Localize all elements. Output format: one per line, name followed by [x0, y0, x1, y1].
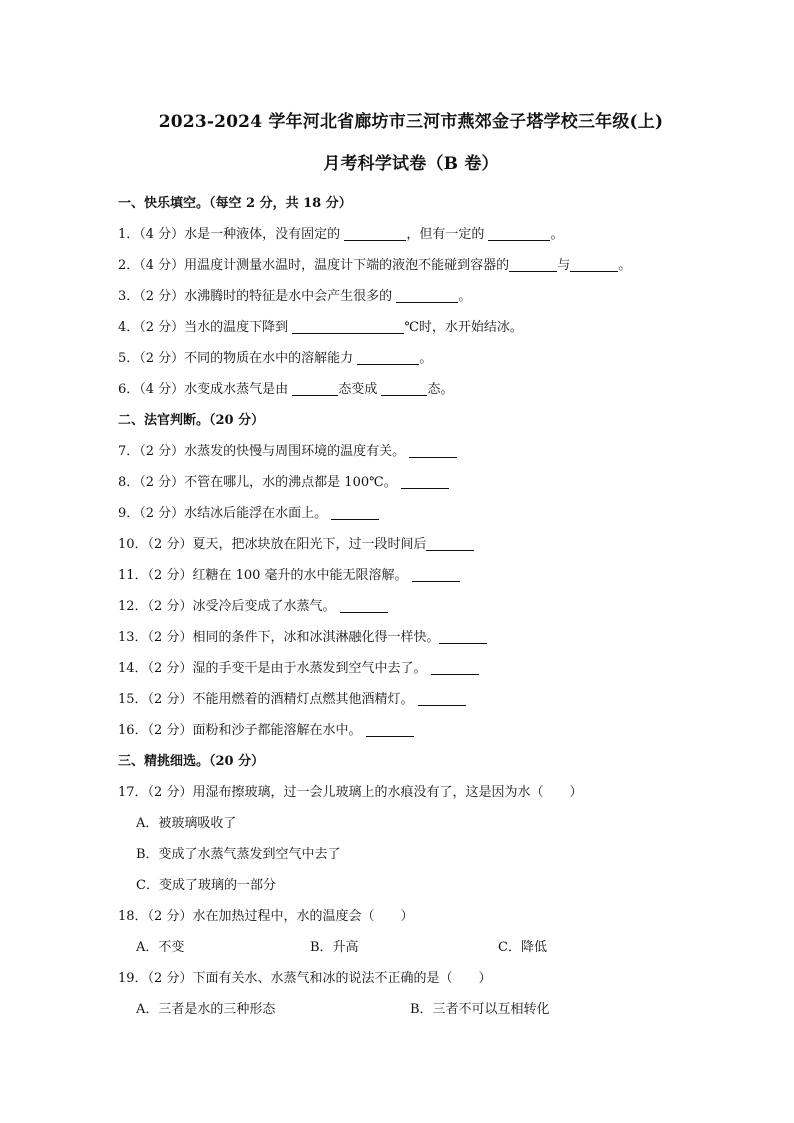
- option-17c: C．变成了玻璃的一部分: [136, 878, 276, 893]
- section-heading-judge: 二、法官判断。（20 分）: [118, 413, 265, 428]
- answer-blank: [418, 691, 466, 706]
- question-14: 14．（2 分）湿的手变干是由于水蒸发到空气中去了。: [118, 653, 704, 684]
- answer-blank: [292, 319, 404, 334]
- question-6: 6．（4 分）水变成水蒸气是由 态变成 态。: [118, 382, 454, 397]
- section-heading-choice: 三、精挑细选。（20 分）: [118, 754, 265, 769]
- answer-blank: [412, 567, 460, 582]
- option-18a: A．不变: [136, 940, 185, 955]
- option-18b: B．升高: [310, 940, 359, 955]
- option-19b: B．三者不可以互相转化: [410, 1002, 550, 1017]
- answer-blank: [344, 226, 406, 241]
- question-12: 12．（2 分）冰受冷后变成了水蒸气。: [118, 591, 704, 622]
- options-18: [118, 932, 704, 963]
- answer-blank: [357, 350, 419, 365]
- option-17b: B．变成了水蒸气蒸发到空气中去了: [136, 847, 341, 862]
- question-3: 3．（2 分）水沸腾时的特征是水中会产生很多的 。: [118, 289, 472, 304]
- question-2: 2．（4 分）用温度计测量水温时，温度计下端的液泡不能碰到容器的 与 。: [118, 258, 632, 273]
- question-11: 11．（2 分）红糖在 100 毫升的水中能无限溶解。: [118, 560, 704, 591]
- question-18: 18．（2 分）水在加热过程中，水的温度会（ ）: [118, 909, 414, 924]
- option-19a: A．三者是水的三种形态: [136, 1002, 276, 1017]
- answer-blank: [426, 536, 474, 551]
- options-19: [118, 994, 704, 1025]
- answer-blank: [381, 381, 427, 396]
- exam-title-line-2: 月考科学试卷（B 卷）: [323, 154, 499, 174]
- question-15: 15．（2 分）不能用燃着的酒精灯点燃其他酒精灯。: [118, 684, 704, 715]
- exam-title-line-1: 2023-2024 学年河北省廊坊市三河市燕郊金子塔学校三年级(上): [158, 112, 664, 132]
- question-19: 19．（2 分）下面有关水、水蒸气和冰的说法不正确的是（ ）: [118, 971, 492, 986]
- question-16: 16．（2 分）面粉和沙子都能溶解在水中。: [118, 715, 704, 746]
- option-17a: A．被玻璃吸收了: [136, 816, 237, 831]
- answer-blank: [331, 505, 379, 520]
- option-18c: C．降低: [498, 940, 547, 955]
- exam-content: [118, 188, 704, 1025]
- answer-blank: [488, 226, 550, 241]
- answer-blank: [340, 598, 388, 613]
- question-10: 10．（2 分）夏天，把冰块放在阳光下，过一段时间后: [118, 529, 704, 560]
- question-4: 4．（2 分）当水的温度下降到 ℃时，水开始结冰。: [118, 320, 523, 335]
- answer-blank: [396, 288, 458, 303]
- question-7: 7．（2 分）水蒸发的快慢与周围环境的温度有关。: [118, 436, 704, 467]
- answer-blank: [439, 629, 487, 644]
- answer-blank: [570, 257, 618, 272]
- answer-blank: [366, 722, 414, 737]
- section-heading-fill: 一、快乐填空。（每空 2 分，共 18 分）: [118, 196, 352, 211]
- answer-blank: [292, 381, 338, 396]
- question-13: 13．（2 分）相同的条件下，冰和冰淇淋融化得一样快。: [118, 622, 704, 653]
- answer-blank: [509, 257, 557, 272]
- question-17: 17．（2 分）用湿布擦玻璃，过一会儿玻璃上的水痕没有了，这是因为水（ ）: [118, 785, 583, 800]
- answer-blank: [431, 660, 479, 675]
- question-9: 9．（2 分）水结冰后能浮在水面上。: [118, 498, 704, 529]
- answer-blank: [401, 474, 449, 489]
- answer-blank: [409, 443, 457, 458]
- question-5: 5．（2 分）不同的物质在水中的溶解能力 。: [118, 351, 433, 366]
- question-8: 8．（2 分）不管在哪儿，水的沸点都是 100℃。: [118, 467, 704, 498]
- question-1: 1．（4 分）水是一种液体，没有固定的 ，但有一定的 。: [118, 227, 564, 242]
